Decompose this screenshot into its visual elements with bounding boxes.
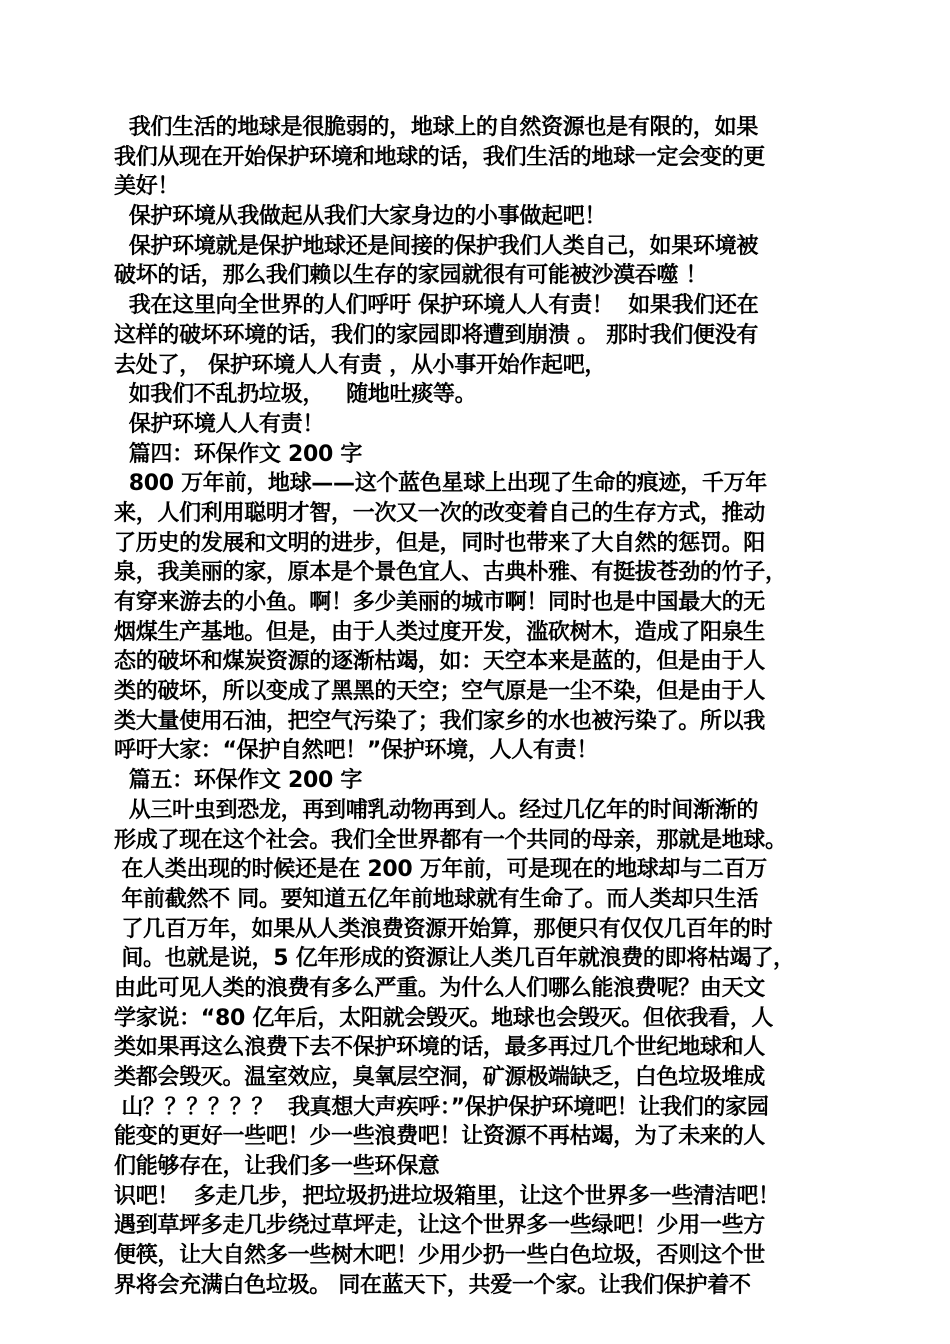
text-line: 呼吁大家：“保护自然吧！”保护环境，人人有责！ [114, 738, 599, 764]
text-line: 类如果再这么浪费下去不保护环境的话，最多再过几个世纪地球和人 [114, 1035, 766, 1061]
text-line: 泉，我美丽的家，原本是个景色宜人、古典朴雅、有挺拔苍劲的竹子， [114, 560, 787, 586]
text-line: 800 万年前，地球——这个蓝色星球上出现了生命的痕迹，千万年 [114, 471, 768, 497]
text-line: 这样的破坏环境的话，我们的家园即将遭到崩溃 。 那时我们便没有 [114, 322, 759, 348]
text-line: 能变的更好一些吧！少一些浪费吧！让资源不再枯竭，为了未来的人 [114, 1124, 766, 1150]
text-line: 我在这里向全世界的人们呼吁 保护环境人人有责！ 如果我们还在 [114, 293, 759, 319]
text-line: 保护环境人人有责！ [114, 411, 325, 437]
text-line: 篇五：环保作文 200 字 [114, 768, 363, 794]
text-line: 来，人们利用聪明才智，一次又一次的改变着自己的生存方式，推动 [114, 500, 766, 526]
text-line: 我们生活的地球是很脆弱的，地球上的自然资源也是有限的，如果 [114, 115, 759, 140]
text-line: 从三叶虫到恐龙，再到哺乳动物再到人。经过几亿年的时间渐渐的 [114, 797, 759, 823]
text-line: 了几百万年，如果从人类浪费资源开始算，那便只有仅仅几百年的时 [114, 916, 773, 942]
text-line: 识吧！ 多走几步，把垃圾扔进垃圾箱里，让这个世界多一些清洁吧！ [114, 1183, 780, 1209]
text-line: 形成了现在这个社会。我们全世界都有一个共同的母亲，那就是地球。 [114, 827, 787, 853]
text-line: 我们从现在开始保护环境和地球的话，我们生活的地球一定会变的更 [114, 144, 766, 170]
text-line: 们能够存在，让我们多一些环保意 [114, 1154, 440, 1180]
text-line: 类的破坏，所以变成了黑黑的天空；空气原是一尘不染，但是由于人 [114, 679, 766, 705]
text-line: 美好！ [114, 174, 180, 200]
text-line: 在人类出现的时候还是在 200 万年前，可是现在的地球却与二百万 [114, 857, 768, 883]
text-line: 烟煤生产基地。但是，由于人类过度开发，滥砍树木，造成了阳泉生 [114, 619, 766, 645]
text-line: 学家说：“80 亿年后，太阳就会毁灭。地球也会毁灭。但依我看，人 [114, 1005, 774, 1031]
text-line: 类大量使用石油，把空气污染了；我们家乡的水也被污染了。所以我 [114, 708, 766, 734]
text-line: 篇四：环保作文 200 字 [114, 441, 363, 467]
text-line: 界将会充满白色垃圾。 同在蓝天下，共爱一个家。让我们保护着不 [114, 1272, 751, 1298]
text-line: 有穿来游去的小鱼。啊！多少美丽的城市啊！同时也是中国最大的无 [114, 590, 766, 615]
text-line: 便筷，让大自然多一些树木吧！少用少扔一些白色垃圾，否则这个世 [114, 1243, 766, 1269]
text-line: 破坏的话，那么我们赖以生存的家园就很有可能被沙漠吞噬 ！ [114, 263, 708, 289]
essay-text-block [114, 113, 854, 1301]
text-line: 由此可见人类的浪费有多么严重。为什么人们哪么能浪费呢？由天文 [114, 975, 766, 1001]
text-line: 遇到草坪多走几步绕过草坪走，让这个世界多一些绿吧！少用一些方 [114, 1213, 766, 1239]
text-line: 山？？？？？？ 我真想大声疾呼：”保护保护环境吧！让我们的家园 [114, 1094, 769, 1120]
text-line: 间。也就是说，5 亿年形成的资源让人类几百年就浪费的即将枯竭了， [114, 946, 795, 972]
text-line: 保护环境就是保护地球还是间接的保护我们人类自己，如果环境被 [114, 233, 759, 259]
text-line: 态的破坏和煤炭资源的逐渐枯竭，如：天空本来是蓝的，但是由于人 [114, 649, 766, 675]
text-line: 如我们不乱扔垃圾， 随地吐痰等。 [114, 382, 477, 408]
text-line: 年前截然不 同。要知道五亿年前地球就有生命了。而人类却只生活 [114, 886, 759, 912]
text-line: 去处了， 保护环境人人有责 ，从小事开始作起吧， [114, 352, 607, 378]
text-line: 保护环境从我做起从我们大家身边的小事做起吧！ [114, 204, 607, 230]
text-line: 类都会毁灭。温室效应，臭氧层空洞，矿源极端缺乏，白色垃圾堆成 [114, 1065, 766, 1090]
text-line: 了历史的发展和文明的进步，但是，同时也带来了大自然的惩罚。阳 [114, 530, 766, 556]
